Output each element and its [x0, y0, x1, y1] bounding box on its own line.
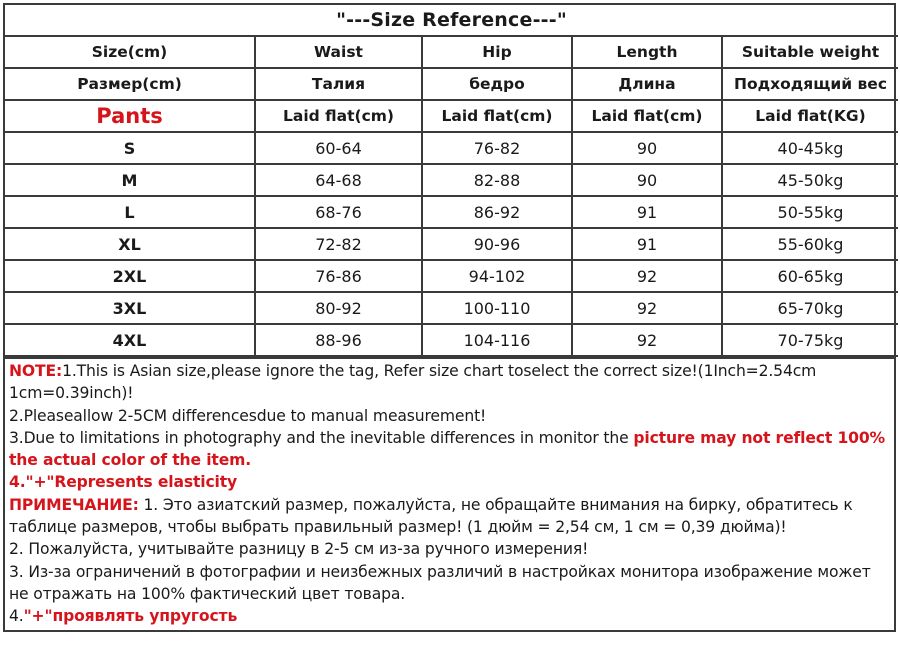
table-row	[5, 164, 898, 196]
waist-cell: 76-86	[255, 260, 422, 292]
header-row-en	[5, 36, 898, 68]
size-reference-sheet	[3, 3, 896, 632]
size-cell: XL	[5, 228, 255, 260]
hip-cell: 90-96	[422, 228, 572, 260]
table-row	[5, 292, 898, 324]
size-table	[5, 5, 898, 357]
waist-cell: 88-96	[255, 324, 422, 356]
hip-cell: 86-92	[422, 196, 572, 228]
length-cell: 91	[572, 228, 722, 260]
header-size: Size(cm)	[5, 36, 255, 68]
table-row	[5, 260, 898, 292]
note-en-item-1	[9, 360, 894, 405]
note-en-item-2: 2.Pleaseallow 2-5CM differencesdue to manual measurement!	[9, 406, 487, 425]
length-cell: 92	[572, 292, 722, 324]
header-row-ru	[5, 68, 898, 100]
size-cell: L	[5, 196, 255, 228]
hip-cell: 76-82	[422, 132, 572, 164]
hip-cell: 100-110	[422, 292, 572, 324]
waist-cell: 60-64	[255, 132, 422, 164]
header-hip: Hip	[422, 36, 572, 68]
waist-cell: 64-68	[255, 164, 422, 196]
weight-cell: 45-50kg	[722, 164, 898, 196]
header-hip-ru: бедро	[422, 68, 572, 100]
hip-cell: 104-116	[422, 324, 572, 356]
note-ru-item-1-text: 1. Это азиатский размер, пожалуйста, не обращайте внимания на бирку, обратитесь к таблице размеров, чтобы выбрать правильный размер! (1 дюйм = 2,54 см, 1 см = 0,39 дюйма)!	[9, 495, 853, 537]
table-row	[5, 324, 898, 356]
note-ru-item-4-highlight: "+"проявлять упругость	[23, 607, 238, 626]
note-ru-item-1	[9, 494, 894, 539]
note-label-ru: ПРИМЕЧАНИЕ:	[9, 495, 139, 514]
table-row	[5, 228, 898, 260]
header-waist: Waist	[255, 36, 422, 68]
weight-cell: 60-65kg	[722, 260, 898, 292]
size-cell: 3XL	[5, 292, 255, 324]
weight-cell: 65-70kg	[722, 292, 898, 324]
title-row	[5, 5, 898, 36]
length-cell: 92	[572, 324, 722, 356]
header-row-units	[5, 100, 898, 132]
weight-cell: 40-45kg	[722, 132, 898, 164]
note-en-item-3	[9, 427, 894, 472]
length-cell: 90	[572, 164, 722, 196]
header-length-ru: Длина	[572, 68, 722, 100]
table-title: "---Size Reference---"	[5, 5, 898, 36]
note-ru-item-2: 2. Пожалуйста, учитывайте разницу в 2-5 см из-за ручного измерения!	[9, 540, 589, 559]
waist-cell: 68-76	[255, 196, 422, 228]
weight-cell: 50-55kg	[722, 196, 898, 228]
waist-cell: 80-92	[255, 292, 422, 324]
note-ru-item-4-prefix: 4.	[9, 607, 24, 626]
header-size-ru: Размер(cm)	[5, 68, 255, 100]
size-cell: S	[5, 132, 255, 164]
weight-cell: 55-60kg	[722, 228, 898, 260]
weight-cell: 70-75kg	[722, 324, 898, 356]
unit-waist: Laid flat(cm)	[255, 100, 422, 132]
unit-hip: Laid flat(cm)	[422, 100, 572, 132]
size-cell: M	[5, 164, 255, 196]
table-row	[5, 196, 898, 228]
note-en-item-4: 4."+"Represents elasticity	[9, 473, 238, 492]
header-waist-ru: Талия	[255, 68, 422, 100]
hip-cell: 94-102	[422, 260, 572, 292]
note-en-item-3-text: 3.Due to limitations in photography and the inevitable differences in monitor the	[9, 428, 634, 447]
unit-weight: Laid flat(KG)	[722, 100, 898, 132]
table-row	[5, 132, 898, 164]
length-cell: 91	[572, 196, 722, 228]
unit-length: Laid flat(cm)	[572, 100, 722, 132]
note-ru-item-3: 3. Из-за ограничений в фотографии и неизбежных различий в настройках монитора изображение может не отражать на 100% фактический цвет товара.	[9, 562, 871, 603]
size-cell: 4XL	[5, 324, 255, 356]
hip-cell: 82-88	[422, 164, 572, 196]
size-cell: 2XL	[5, 260, 255, 292]
header-weight: Suitable weight	[722, 36, 898, 68]
header-length: Length	[572, 36, 722, 68]
note-en-item-3-highlight: picture may not reflect 100% the actual color of the item.	[9, 428, 886, 470]
note-en-item-1-text: 1.This is Asian size,please ignore the tag, Refer size chart toselect the correct size!(1Inch=2.54cm 1cm=0.39inch)!	[9, 362, 817, 403]
product-type-label: Pants	[5, 100, 255, 132]
length-cell: 92	[572, 260, 722, 292]
note-ru-item-4	[9, 605, 894, 627]
notes-section	[5, 357, 894, 630]
waist-cell: 72-82	[255, 228, 422, 260]
header-weight-ru: Подходящий вес	[722, 68, 898, 100]
note-label-en: NOTE:	[9, 362, 63, 380]
length-cell: 90	[572, 132, 722, 164]
